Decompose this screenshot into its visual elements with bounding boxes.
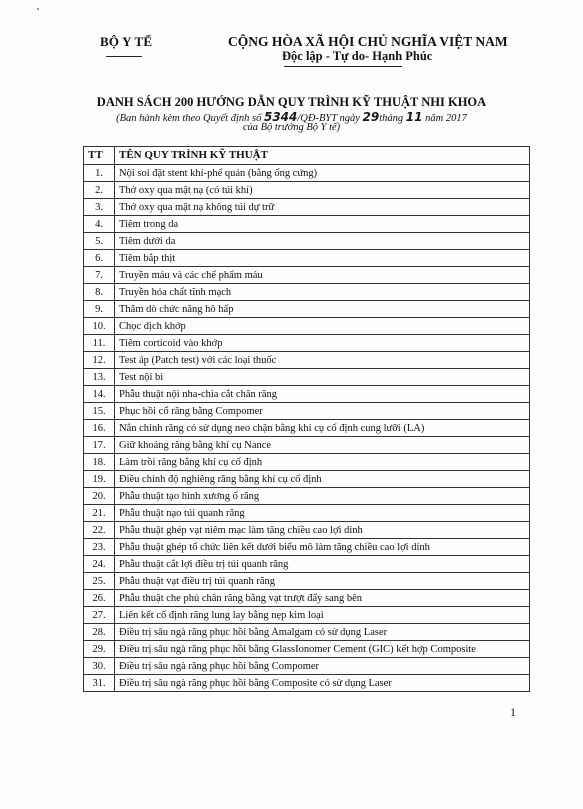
- table-row: [84, 284, 530, 301]
- table-row: [84, 369, 530, 386]
- row-number: 27.: [84, 607, 115, 624]
- table-row: [84, 658, 530, 675]
- table-row: [84, 182, 530, 199]
- table-row: [84, 573, 530, 590]
- ministry-underline: [106, 56, 142, 57]
- procedure-name: Phẫu thuật nội nha-chia cắt chân răng: [115, 386, 530, 403]
- row-number: 19.: [84, 471, 115, 488]
- row-number: 28.: [84, 624, 115, 641]
- table-row: [84, 624, 530, 641]
- table-row: [84, 216, 530, 233]
- row-number: 11.: [84, 335, 115, 352]
- row-number: 20.: [84, 488, 115, 505]
- procedure-name: Phẫu thuật ghép tổ chức liên kết dưới biểu mô làm tăng chiều cao lợi dính: [115, 539, 530, 556]
- procedure-name: Phẫu thuật cắt lợi điều trị túi quanh răng: [115, 556, 530, 573]
- decision-day: 29: [362, 110, 380, 124]
- procedure-name: Phẫu thuật vạt điều trị túi quanh răng: [115, 573, 530, 590]
- procedure-name: Thở oxy qua mặt nạ (có túi khí): [115, 182, 530, 199]
- table-row: [84, 454, 530, 471]
- ministry-name: BỘ Y TẾ: [100, 34, 153, 49]
- row-number: 22.: [84, 522, 115, 539]
- procedure-name: Điều trị sâu ngà răng phục hồi bằng GlassIonomer Cement (GIC) kết hợp Composite: [115, 641, 530, 658]
- document-title: DANH SÁCH 200 HƯỚNG DẪN QUY TRÌNH KỸ THUẬT NHI KHOA: [96, 95, 487, 109]
- table-row: [84, 607, 530, 624]
- issuance-text-3: tháng: [379, 113, 406, 124]
- row-number: 31.: [84, 675, 115, 692]
- procedure-name: Tiêm corticoid vào khớp: [115, 335, 530, 352]
- procedure-name: Tiêm trong da: [115, 216, 530, 233]
- row-number: 6.: [84, 250, 115, 267]
- row-number: 16.: [84, 420, 115, 437]
- table-row: [84, 420, 530, 437]
- issuance-authority: của Bộ trưởng Bộ Y tế): [242, 122, 341, 133]
- row-number: 17.: [84, 437, 115, 454]
- procedure-name: Giữ khoảng răng bằng khí cụ Nance: [115, 437, 530, 454]
- row-number: 14.: [84, 386, 115, 403]
- procedure-name: Làm trồi răng bằng khí cụ cố định: [115, 454, 530, 471]
- row-number: 7.: [84, 267, 115, 284]
- row-number: 3.: [84, 199, 115, 216]
- table-row: [84, 386, 530, 403]
- motto-underline: [284, 66, 402, 67]
- procedure-name: Chọc dịch khớp: [115, 318, 530, 335]
- issuance-text-2: /QĐ-BYT ngày: [297, 113, 363, 124]
- row-number: 18.: [84, 454, 115, 471]
- procedure-name: Test nội bì: [115, 369, 530, 386]
- procedure-name: Phẫu thuật tạo hình xương ổ răng: [115, 488, 530, 505]
- procedure-name: Thở oxy qua mặt nạ không túi dự trữ: [115, 199, 530, 216]
- procedure-name: Điều trị sâu ngà răng phục hồi bằng Composite có sử dụng Laser: [115, 675, 530, 692]
- national-motto: Độc lập - Tự do- Hạnh Phúc: [282, 49, 433, 63]
- table-row: [84, 199, 530, 216]
- procedure-name: Phục hồi cổ răng bằng Compomer: [115, 403, 530, 420]
- table-row: [84, 522, 530, 539]
- table-row: [84, 488, 530, 505]
- procedure-name: Phẫu thuật che phủ chân răng bằng vạt trượt đẩy sang bên: [115, 590, 530, 607]
- row-number: 25.: [84, 573, 115, 590]
- row-number: 9.: [84, 301, 115, 318]
- row-number: 15.: [84, 403, 115, 420]
- row-number: 4.: [84, 216, 115, 233]
- issuance-text-1: (Ban hành kèm theo Quyết định số: [116, 113, 264, 124]
- table-row: [84, 250, 530, 267]
- row-number: 1.: [84, 165, 115, 182]
- table-row: [84, 403, 530, 420]
- table-row: [84, 556, 530, 573]
- procedure-name: Truyền hóa chất tĩnh mạch: [115, 284, 530, 301]
- row-number: 10.: [84, 318, 115, 335]
- table-row: [84, 267, 530, 284]
- table-body: [84, 165, 530, 692]
- procedure-name: Tiêm bắp thịt: [115, 250, 530, 267]
- procedure-name: Tiêm dưới da: [115, 233, 530, 250]
- row-number: 29.: [84, 641, 115, 658]
- procedure-name: Thăm dò chức năng hô hấp: [115, 301, 530, 318]
- table-row: [84, 539, 530, 556]
- row-number: 30.: [84, 658, 115, 675]
- table-row: [84, 437, 530, 454]
- column-header-tt: TT: [84, 147, 115, 165]
- table-row: [84, 301, 530, 318]
- table-row: [84, 335, 530, 352]
- table-row: [84, 675, 530, 692]
- table-row: [84, 590, 530, 607]
- procedure-name: Phẫu thuật nạo túi quanh răng: [115, 505, 530, 522]
- row-number: 13.: [84, 369, 115, 386]
- procedure-name: Nắn chỉnh răng có sử dụng neo chặn bằng khí cụ cố định cung lưỡi (LA): [115, 420, 530, 437]
- row-number: 2.: [84, 182, 115, 199]
- table-row: [84, 318, 530, 335]
- issuance-text-4: năm 2017: [422, 113, 467, 124]
- procedure-name: Nội soi đặt stent khí-phế quản (bằng ống cứng): [115, 165, 530, 182]
- row-number: 26.: [84, 590, 115, 607]
- table-row: [84, 505, 530, 522]
- republic-heading: CỘNG HÒA XÃ HỘI CHỦ NGHĨA VIỆT NAM: [228, 34, 508, 49]
- scan-speck: [37, 8, 39, 10]
- procedure-name: Liên kết cố định răng lung lay bằng nẹp kim loại: [115, 607, 530, 624]
- procedure-name: Phẫu thuật ghép vạt niêm mạc làm tăng chiều cao lợi dính: [115, 522, 530, 539]
- table-row: [84, 352, 530, 369]
- page-number: 1: [510, 705, 516, 719]
- procedure-name: Điều chỉnh độ nghiêng răng bằng khí cụ cố định: [115, 471, 530, 488]
- row-number: 21.: [84, 505, 115, 522]
- column-header-name: TÊN QUY TRÌNH KỸ THUẬT: [115, 147, 530, 165]
- row-number: 8.: [84, 284, 115, 301]
- table-row: [84, 641, 530, 658]
- table-header-row: [84, 147, 530, 165]
- row-number: 5.: [84, 233, 115, 250]
- decision-month: 11: [405, 110, 423, 124]
- procedure-name: Truyền máu và các chế phẩm máu: [115, 267, 530, 284]
- procedure-name: Điều trị sâu ngà răng phục hồi bằng Compomer: [115, 658, 530, 675]
- table-row: [84, 233, 530, 250]
- table-row: [84, 165, 530, 182]
- procedure-table: [83, 146, 530, 692]
- procedure-name: Điều trị sâu ngà răng phục hồi bằng Amalgam có sử dụng Laser: [115, 624, 530, 641]
- row-number: 24.: [84, 556, 115, 573]
- row-number: 12.: [84, 352, 115, 369]
- decision-number: 5344: [263, 110, 298, 124]
- table-row: [84, 471, 530, 488]
- row-number: 23.: [84, 539, 115, 556]
- procedure-name: Test áp (Patch test) với các loại thuốc: [115, 352, 530, 369]
